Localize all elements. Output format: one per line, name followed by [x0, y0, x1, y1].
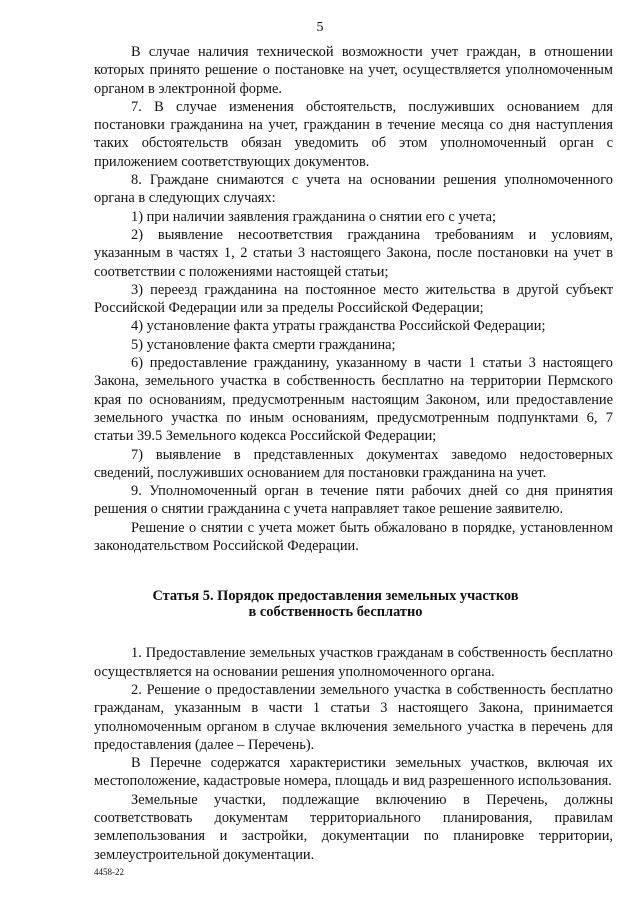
list-item: 4) установление факта утраты гражданства Российской Федерации;: [131, 318, 546, 335]
paragraph: 9. Уполномоченный орган в течение пяти рабочих дней со дня принятия решения о снятии гражданина с учета направляет такое решение заявителю.: [94, 483, 613, 518]
paragraph: 7. В случае изменения обстоятельств, послуживших основанием для постановки гражданина на учет, гражданин в течение месяца со дня наступления таких обстоятельств обязан уведомить об этом уполномоченный орган с приложением соответствующих документов.: [94, 98, 613, 170]
paragraph: В Перечне содержатся характеристики земельных участков, включая их местоположение, кадастровые номера, площадь и вид разрешенного использования.: [94, 755, 613, 790]
list-item: 1) при наличии заявления гражданина о снятии его с учета;: [131, 208, 496, 225]
list-item: 2) выявление несоответствия гражданина требованиям и условиям, указанным в частях 1, 2 статьи 3 настоящего Закона, после постановки на учет в соответствии с положениями настоящей статьи;: [94, 226, 613, 280]
paragraph: 8. Граждане снимаются с учета на основании решения уполномоченного органа в следующих случаях:: [94, 172, 613, 207]
document-body: [94, 43, 613, 864]
page-number: 5: [316, 20, 324, 35]
paragraph: 2. Решение о предоставлении земельного участка в собственность бесплатно гражданам, указанным в части 1 статьи 3 настоящего Закона, принимается уполномоченным органом в случае включения земельного участка в перечень для предоставления (далее – Перечень).: [94, 681, 613, 753]
article-heading-line: Статья 5. Порядок предоставления земельных участков: [152, 588, 519, 605]
list-item: 7) выявление в представленных документах заведомо недостоверных сведений, послуживших основанием для постановки гражданина на учет.: [94, 446, 613, 481]
list-item: 6) предоставление гражданину, указанному в части 1 статьи 3 настоящего Закона, земельного участка в собственность бесплатно на территории Пермского края по основаниям, предусмотренным настоящим Законом, или предоставление земельного участка по иным основаниям, предусмотренным подпунктами 6, 7 статьи 39.5 Земельного кодекса Российской Федерации;: [94, 355, 613, 445]
paragraph: В случае наличия технической возможности учет граждан, в отношении которых принято решение о постановке на учет, осуществляется уполномоченным органом в электронной форме.: [94, 44, 613, 97]
paragraph: 1. Предоставление земельных участков гражданам в собственность бесплатно осуществляется на основании решения уполномоченного органа.: [94, 645, 613, 680]
paragraph: Решение о снятии с учета может быть обжаловано в порядке, установленном законодательством Российской Федерации.: [94, 519, 613, 555]
list-item: 5) установление факта смерти гражданина;: [131, 336, 396, 353]
document-code: 4458-22: [94, 867, 124, 877]
paragraph: Земельные участки, подлежащие включению в Перечень, должны соответствовать документам территориального планирования, правилам землепользования и застройки, документации по планировке территории, землеустроительной документации.: [94, 791, 613, 863]
article-heading: [94, 588, 613, 620]
article-heading-line: в собственность бесплатно: [248, 604, 423, 621]
list-item: 3) переезд гражданина на постоянное место жительства в другой субъект Российской Федерации или за пределы Российской Федерации;: [94, 281, 613, 317]
